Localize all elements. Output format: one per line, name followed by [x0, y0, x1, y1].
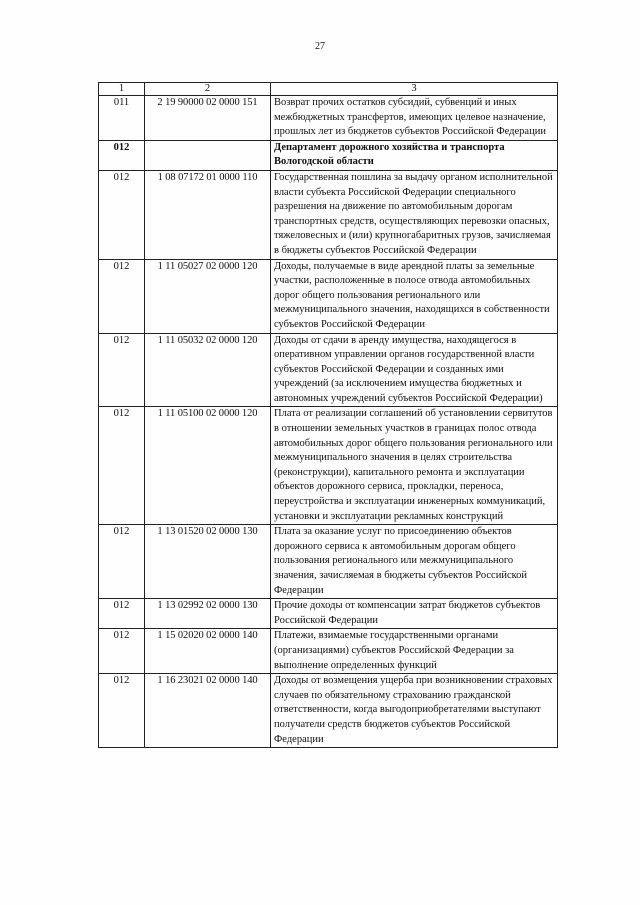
budget-code-cell: 1 13 01520 02 0000 130 [145, 525, 271, 599]
column-header-1: 1 [99, 83, 145, 96]
budget-code-cell [145, 140, 271, 170]
admin-code-cell: 012 [99, 333, 145, 407]
revenue-description-cell: Доходы, получаемые в виде арендной платы за земельные участки, расположенные в полосе отвода автомобильных дорог общего пользования регионального или межмуниципального значения, находящихся в собственности субъектов Российской Федерации [271, 259, 558, 333]
revenue-description-cell: Плата за оказание услуг по присоединению объектов дорожного сервиса к автомобильным дорогам общего пользования регионального или межмуниципального значения, зачисляемая в бюджеты субъектов Российской Федерации [271, 525, 558, 599]
admin-code-cell: 012 [99, 259, 145, 333]
budget-code-cell: 2 19 90000 02 0000 151 [145, 96, 271, 141]
table-row [99, 674, 558, 748]
admin-code-cell: 012 [99, 525, 145, 599]
budget-code-cell: 1 11 05100 02 0000 120 [145, 407, 271, 525]
revenue-description-cell: Возврат прочих остатков субсидий, субвенций и иных межбюджетных трансфертов, имеющих целевое назначение, прошлых лет из бюджетов субъектов Российской Федерации [271, 96, 558, 141]
budget-code-cell: 1 15 02020 02 0000 140 [145, 629, 271, 674]
revenue-description-cell: Прочие доходы от компенсации затрат бюджетов субъектов Российской Федерации [271, 599, 558, 629]
table-row [99, 525, 558, 599]
table-row [99, 96, 558, 141]
admin-code-cell: 012 [99, 629, 145, 674]
table-row [99, 259, 558, 333]
page-number: 27 [315, 41, 325, 52]
admin-code-cell: 012 [99, 170, 145, 259]
table-row [99, 629, 558, 674]
revenue-description-cell: Департамент дорожного хозяйства и транспорта Вологодской области [271, 140, 558, 170]
table-row [99, 140, 558, 170]
revenue-description-cell: Государственная пошлина за выдачу органом исполнительной власти субъекта Российской Федерации специального разрешения на движение по автомобильным дорогам транспортных средств, осуществляющих перевозки опасных, тяжеловесных и (или) крупногабаритных грузов, зачисляемая в бюджеты субъектов Российской Федерации [271, 170, 558, 259]
column-header-2: 2 [145, 83, 271, 96]
budget-code-cell: 1 13 02992 02 0000 130 [145, 599, 271, 629]
revenue-description-cell: Доходы от возмещения ущерба при возникновении страховых случаев по обязательному страхованию гражданской ответственности, когда выгодоприобретателями выступают получатели средств бюджетов субъектов Российской Федерации [271, 674, 558, 748]
table-row [99, 170, 558, 259]
admin-code-cell: 012 [99, 140, 145, 170]
column-header-3: 3 [271, 83, 558, 96]
table-row [99, 599, 558, 629]
admin-code-cell: 012 [99, 599, 145, 629]
revenue-description-cell: Платежи, взимаемые государственными органами (организациями) субъектов Российской Федерации за выполнение определенных функций [271, 629, 558, 674]
table-header-row [99, 83, 558, 96]
table-row [99, 333, 558, 407]
budget-code-cell: 1 11 05027 02 0000 120 [145, 259, 271, 333]
budget-revenue-table [98, 82, 558, 748]
budget-code-cell: 1 16 23021 02 0000 140 [145, 674, 271, 748]
admin-code-cell: 012 [99, 674, 145, 748]
budget-code-cell: 1 08 07172 01 0000 110 [145, 170, 271, 259]
table-row [99, 407, 558, 525]
revenue-description-cell: Плата от реализации соглашений об установлении сервитутов в отношении земельных участков в границах полос отвода автомобильных дорог общего пользования регионального или межмуниципального значения в целях строительства (реконструкции), капитального ремонта и эксплуатации объектов дорожного сервиса, прокладки, переноса, переустройства и эксплуатации инженерных коммуникаций, установки и эксплуатации рекламных конструкций [271, 407, 558, 525]
admin-code-cell: 012 [99, 407, 145, 525]
budget-code-cell: 1 11 05032 02 0000 120 [145, 333, 271, 407]
admin-code-cell: 011 [99, 96, 145, 141]
revenue-description-cell: Доходы от сдачи в аренду имущества, находящегося в оперативном управлении органов государственной власти субъектов Российской Федерации и созданных ими учреждений (за исключением имущества бюджетных и автономных учреждений субъектов Российской Федерации) [271, 333, 558, 407]
